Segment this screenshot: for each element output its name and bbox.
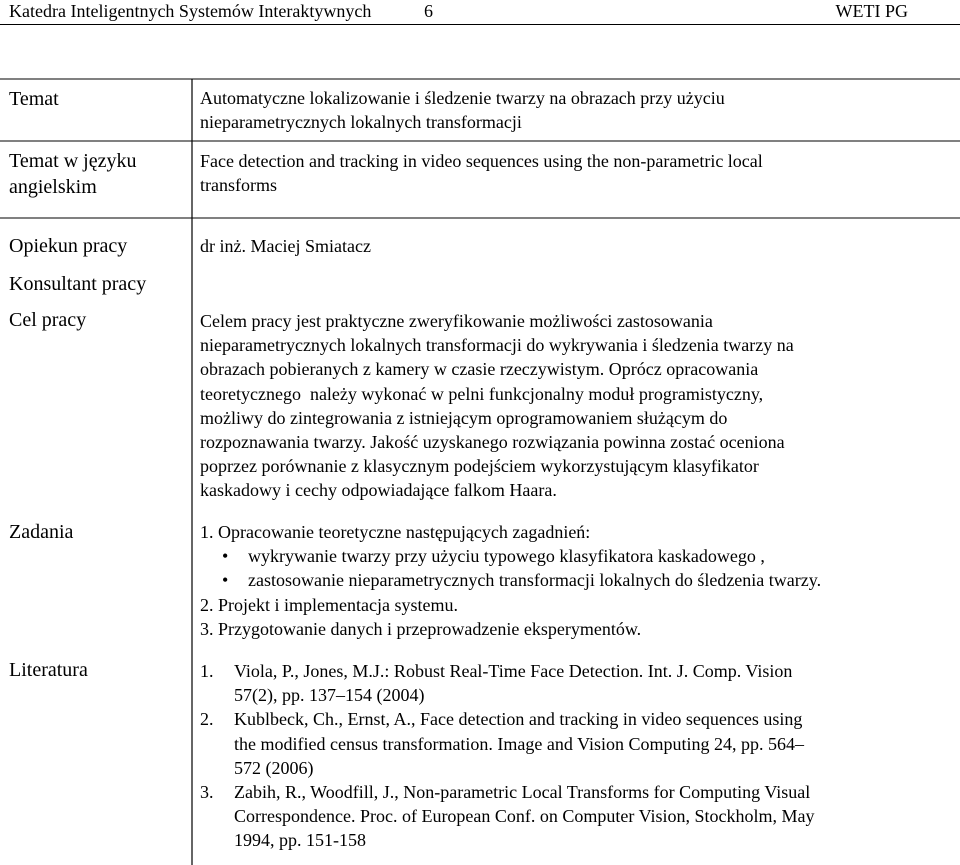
label-temat: Temat bbox=[9, 88, 59, 110]
reference-line: Kublbeck, Ch., Ernst, A., Face detection and tracking in video sequences using bbox=[234, 709, 803, 730]
value-temat-en bbox=[200, 149, 950, 197]
label-zadania: Zadania bbox=[9, 521, 74, 543]
reference-line: the modified census transformation. Image and Vision Computing 24, pp. 564– bbox=[234, 733, 805, 754]
bullet-icon: • bbox=[222, 570, 229, 591]
label-temat-en-line: Temat w języku bbox=[9, 150, 137, 172]
reference-line: Zabih, R., Woodfill, J., Non-parametric Local Transforms for Computing Visual bbox=[234, 782, 811, 803]
value-opiekun: dr inż. Maciej Smiatacz bbox=[200, 236, 371, 256]
header-department: Katedra Inteligentnych Systemów Interaktywnych bbox=[9, 1, 372, 21]
cel-line: poprzez porównanie z klasycznym podejściem wykorzystującym klasyfikator bbox=[200, 456, 759, 477]
reference-number: 1. bbox=[200, 661, 214, 681]
reference-number: 2. bbox=[200, 709, 214, 730]
bullet-icon: • bbox=[222, 546, 229, 567]
label-temat-en bbox=[9, 148, 136, 200]
reference-line: 572 (2006) bbox=[234, 757, 314, 778]
zadania-item-1: 1. Opracowanie teoretyczne następujących zagadnień: bbox=[200, 522, 591, 542]
label-cel: Cel pracy bbox=[9, 309, 87, 331]
label-opiekun: Opiekun pracy bbox=[9, 235, 128, 257]
cel-line: kaskadowy i cechy odpowiadające falkom Haara. bbox=[200, 480, 557, 501]
bullet-text: wykrywanie twarzy przy użyciu typowego klasyfikatora kaskadowego , bbox=[248, 546, 765, 567]
value-cel bbox=[200, 309, 950, 503]
cel-line: nieparametrycznych lokalnych transformacji do wykrywania i śledzenia twarzy na bbox=[200, 335, 794, 356]
cel-line: obrazach pobieranych z kamery w czasie rzeczywistym. Oprócz opracowania bbox=[200, 359, 759, 380]
bullet-text: zastosowanie nieparametrycznych transformacji lokalnych do śledzenia twarzy. bbox=[248, 570, 822, 591]
page-header bbox=[0, 0, 960, 25]
value-literatura bbox=[200, 659, 950, 853]
value-zadania bbox=[200, 520, 950, 641]
cel-line: Celem pracy jest praktyczne zweryfikowanie możliwości zastosowania bbox=[200, 311, 713, 331]
list-item bbox=[200, 568, 950, 592]
cel-line: możliwy do zintegrowania z istniejącym oprogramowaniem służącym do bbox=[200, 407, 728, 428]
temat-en-line: Face detection and tracking in video sequences using the non-parametric local bbox=[200, 151, 763, 171]
temat-line: nieparametrycznych lokalnych transformacji bbox=[200, 112, 522, 133]
reference-line: Correspondence. Proc. of European Conf. on Computer Vision, Stockholm, May bbox=[234, 806, 815, 827]
reference-number: 3. bbox=[200, 782, 214, 803]
reference-item bbox=[200, 659, 950, 707]
reference-line: 57(2), pp. 137–154 (2004) bbox=[234, 685, 425, 706]
header-page-number: 6 bbox=[424, 1, 433, 21]
reference-line: Viola, P., Jones, M.J.: Robust Real-Time Face Detection. Int. J. Comp. Vision bbox=[234, 661, 793, 681]
list-item bbox=[200, 544, 950, 568]
label-literatura: Literatura bbox=[9, 659, 88, 681]
zadania-item-2: 2. Projekt i implementacja systemu. bbox=[200, 594, 458, 615]
temat-en-line: transforms bbox=[200, 175, 277, 196]
zadania-item-3: 3. Przygotowanie danych i przeprowadzenie eksperymentów. bbox=[200, 618, 642, 639]
label-temat-en-line: angielskim bbox=[9, 176, 97, 198]
label-konsultant: Konsultant pracy bbox=[9, 273, 147, 295]
reference-item bbox=[200, 707, 950, 780]
cel-line: rozpoznawania twarzy. Jakość uzyskanego rozwiązania powinna zostać oceniona bbox=[200, 432, 785, 453]
cel-line: teoretycznego należy wykonać w pelni funkcjonalny moduł programistyczny, bbox=[200, 383, 764, 404]
reference-line: 1994, pp. 151-158 bbox=[234, 830, 366, 851]
temat-line: Automatyczne lokalizowanie i śledzenie twarzy na obrazach przy użyciu bbox=[200, 88, 725, 108]
reference-item bbox=[200, 780, 950, 853]
header-faculty: WETI PG bbox=[835, 1, 908, 21]
value-temat bbox=[200, 86, 950, 134]
